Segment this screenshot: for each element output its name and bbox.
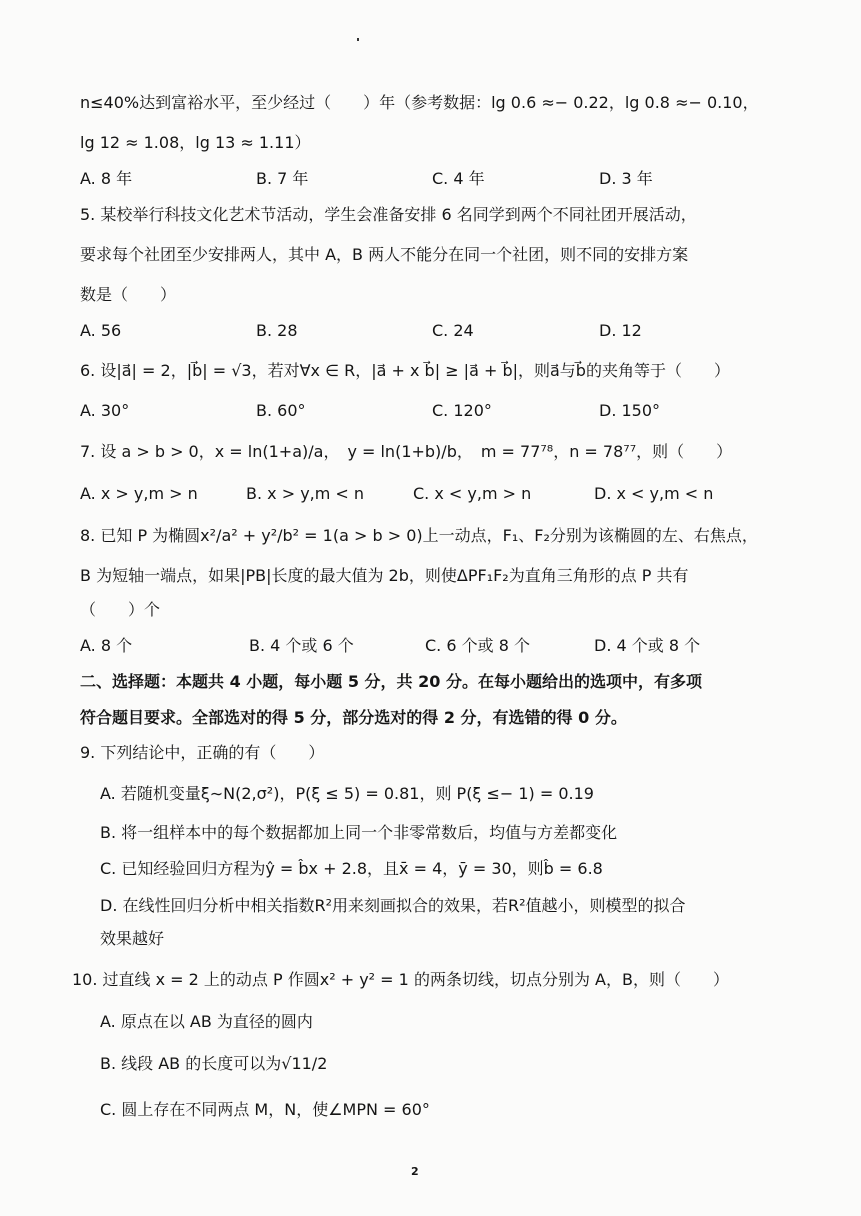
q5-line1: 5. 某校举行科技文化艺术节活动，学生会准备安排 6 名同学到两个不同社团开展活动， <box>80 205 697 224</box>
q5-line3: 数是（ ） <box>80 285 177 304</box>
q8-line2: B 为短轴一端点，如果|PB|长度的最大值为 2b，则使ΔPF₁F₂为直角三角形的点 P 共有 <box>80 566 689 585</box>
q9-option-b: B. 将一组样本中的每个数据都加上同一个非零常数后，均值与方差都变化 <box>100 823 618 842</box>
q4-option-b: B. 7 年 <box>256 169 309 188</box>
q4-option-d: D. 3 年 <box>599 169 653 188</box>
q10-option-a: A. 原点在以 AB 为直径的圆内 <box>100 1012 313 1031</box>
q5-option-d: D. 12 <box>599 321 642 340</box>
q7-option-b: B. x > y,m < n <box>246 484 365 503</box>
q5-option-a: A. 56 <box>80 321 122 340</box>
q5-option-b: B. 28 <box>256 321 298 340</box>
q6-line1: 6. 设|a⃗| = 2，|b⃗| = √3，若对∀x ∈ R，|a⃗ + x b⃗| ≥ |a⃗ + b⃗|，则a⃗与b⃗的夹角等于（ ） <box>80 361 730 380</box>
q7-option-a: A. x > y,m > n <box>80 484 198 503</box>
q8-option-a: A. 8 个 <box>80 636 133 655</box>
q8-line3: （ ）个 <box>80 600 161 619</box>
q8-option-c: C. 6 个或 8 个 <box>425 636 530 655</box>
q8-option-d: D. 4 个或 8 个 <box>594 636 701 655</box>
q8-line1: 8. 已知 P 为椭圆x²/a² + y²/b² = 1(a > b > 0)上一动点，F₁、F₂分别为该椭圆的左、右焦点， <box>80 526 758 545</box>
q6-option-c: C. 120° <box>432 401 492 420</box>
q5-line2: 要求每个社团至少安排两人，其中 A，B 两人不能分在同一个社团，则不同的安排方案 <box>80 245 689 264</box>
q7-line1: 7. 设 a > b > 0，x = ln(1+a)/a， y = ln(1+b)/b， m = 77⁷⁸，n = 78⁷⁷，则（ ） <box>80 442 733 461</box>
q7-option-d: D. x < y,m < n <box>594 484 714 503</box>
q6-option-a: A. 30° <box>80 401 130 420</box>
q4-line1: n≤40%达到富裕水平，至少经过（ ）年（参考数据：lg 0.6 ≈− 0.22，lg 0.8 ≈− 0.10， <box>80 93 759 112</box>
q10-option-b: B. 线段 AB 的长度可以为√11/2 <box>100 1054 328 1073</box>
q10-stem: 10. 过直线 x = 2 上的动点 P 作圆x² + y² = 1 的两条切线，切点分别为 A，B，则（ ） <box>72 970 729 989</box>
q9-option-c: C. 已知经验回归方程为ŷ = b̂x + 2.8，且x̄ = 4，ȳ = 30，则b̂ = 6.8 <box>100 859 603 878</box>
q9-option-d-line1: D. 在线性回归分析中相关指数R²用来刻画拟合的效果，若R²值越小，则模型的拟合 <box>100 896 686 915</box>
q6-option-d: D. 150° <box>599 401 661 420</box>
q4-line2: lg 12 ≈ 1.08，lg 13 ≈ 1.11） <box>80 133 311 152</box>
q8-option-b: B. 4 个或 6 个 <box>249 636 354 655</box>
q9-stem: 9. 下列结论中，正确的有（ ） <box>80 743 325 762</box>
q4-option-a: A. 8 年 <box>80 169 133 188</box>
q5-option-c: C. 24 <box>432 321 474 340</box>
q9-option-a: A. 若随机变量ξ∼N(2,σ²)，P(ξ ≤ 5) = 0.81，则 P(ξ ≤− 1) = 0.19 <box>100 784 594 803</box>
q10-option-c: C. 圆上存在不同两点 M，N，使∠MPN = 60° <box>100 1100 430 1119</box>
section2-heading-line2: 符合题目要求。全部选对的得 5 分，部分选对的得 2 分，有选错的得 0 分。 <box>80 708 627 727</box>
q6-option-b: B. 60° <box>256 401 306 420</box>
q4-option-c: C. 4 年 <box>432 169 485 188</box>
page-number: 2 <box>411 1165 419 1178</box>
scan-speck <box>357 38 359 41</box>
q7-option-c: C. x < y,m > n <box>413 484 532 503</box>
section2-heading-line1: 二、选择题：本题共 4 小题，每小题 5 分，共 20 分。在每小题给出的选项中，有多项 <box>80 672 702 691</box>
q9-option-d-line2: 效果越好 <box>100 929 165 948</box>
